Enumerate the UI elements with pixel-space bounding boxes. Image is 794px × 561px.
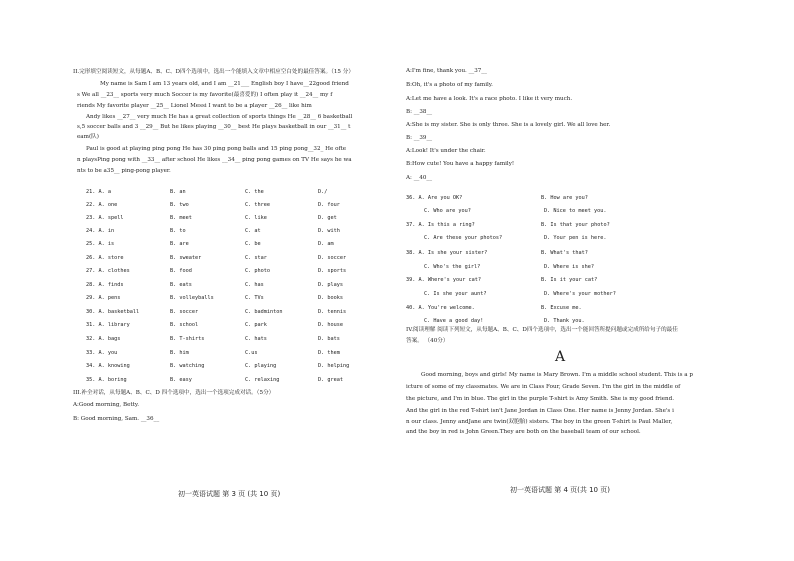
dialog-line: A:Look! It's under the chair. xyxy=(406,148,486,154)
option-row: 35. A. boring xyxy=(86,377,127,383)
option-row: 22. A. one xyxy=(86,202,118,208)
option-b: B. him xyxy=(170,350,189,356)
option-row: 21. A. a xyxy=(86,189,111,195)
dialog-option-c: C. Are these your photos? xyxy=(424,235,503,241)
passage-line: And the girl in the red T-shirt isn't Jane Jordan in Class One. Her name is Jenny Jordan. She's i xyxy=(406,408,674,414)
dialog-option-d: D. Where is she? xyxy=(544,264,594,270)
dialog-option-d: D. Where's your mother? xyxy=(544,291,616,297)
option-c: C. has xyxy=(245,282,264,288)
dialog-option-c: C. Who's the girl? xyxy=(424,264,481,270)
option-c: C. star xyxy=(245,255,267,261)
passage-line: and the boy in red is John Green.They are both on the baseball team of our school. xyxy=(406,429,641,435)
option-row: 31. A. library xyxy=(86,322,130,328)
option-b: B. T-shirts xyxy=(170,336,205,342)
option-b: B. to xyxy=(170,228,186,234)
option-row: 25. A. is xyxy=(86,241,115,247)
option-d: D. house xyxy=(318,322,343,328)
option-d: D. great xyxy=(318,377,343,383)
dialog-line: A:Good morning, Betty. xyxy=(73,402,140,408)
option-d: D. am xyxy=(318,241,334,247)
option-b: B. an xyxy=(170,189,186,195)
dialog-line: B:How cute! You have a happy family! xyxy=(406,161,515,167)
passage-line: the picture, and I'm in blue. The girl in the purple T-shirt is Amy Smith. She is my good friend. xyxy=(406,396,675,402)
option-d: D. books xyxy=(318,295,343,301)
dialog-line: A:Let me have a look. It's a race photo. I like it very much. xyxy=(406,96,573,102)
option-b: B. school xyxy=(170,322,199,328)
option-d: D. them xyxy=(318,350,340,356)
passage-line: riends My favorite player __25__ Lionel Messi I want to be a player __26__ like him xyxy=(77,103,312,109)
option-d: D. four xyxy=(318,202,340,208)
option-d: D. tennis xyxy=(318,309,347,315)
dialog-option-b: B. Is it your cat? xyxy=(541,277,598,283)
dialog-option-d: D. Your pen is here. xyxy=(544,235,607,241)
section2-title: II.完形填空阅读短文，从每题A、B、C、D四个选项中，选出一个能填入文章中相应空白处的最佳答案。（15 分） xyxy=(73,69,354,75)
section3-title: III.补全对话，从每题A、B、C、D 四个选项中，选出一个选项完成对话。（5分） xyxy=(73,390,275,396)
dialog-line: B:Oh, it's a photo of my family. xyxy=(406,82,493,88)
option-c: C.us xyxy=(245,350,258,356)
dialog-line: B: Good morning, Sam. __36__ xyxy=(73,416,160,422)
passage-line: eam(队) xyxy=(77,134,99,140)
option-b: B. food xyxy=(170,268,192,274)
option-row: 27. A. clothes xyxy=(86,268,130,274)
passage-line: s We all __23__ sports very much Soccer is my favorite(最喜爱的) I often play it __24__ my f xyxy=(77,92,333,98)
option-c: C. playing xyxy=(245,363,277,369)
option-b: B. volleyballs xyxy=(170,295,214,301)
passage-line: n playsPing pong with __33__ after school He likes __34__ ping pong games on TV He says he wa xyxy=(77,157,352,163)
option-c: C. TVs xyxy=(245,295,264,301)
option-c: C. like xyxy=(245,215,267,221)
option-c: C. the xyxy=(245,189,264,195)
dialog-option-c: C. Is she your aunt? xyxy=(424,291,487,297)
option-row: 33. A. you xyxy=(86,350,118,356)
option-row: 29. A. pens xyxy=(86,295,121,301)
option-row: 30. A. basketball xyxy=(86,309,140,315)
passage-heading: A xyxy=(555,349,566,365)
section4-title-cont: 答案。 （40分） xyxy=(406,338,449,344)
option-b: B. meet xyxy=(170,215,192,221)
dialog-line: A:She is my sister. She is only three. She is a lovely girl. We all love her. xyxy=(406,122,611,128)
option-c: C. at xyxy=(245,228,261,234)
dialog-line: A: __40__ xyxy=(406,175,433,181)
option-row: 28. A. finds xyxy=(86,282,124,288)
option-row: 24. A. in xyxy=(86,228,115,234)
option-b: B. two xyxy=(170,202,189,208)
option-c: C. badminton xyxy=(245,309,283,315)
option-c: C. hats xyxy=(245,336,267,342)
section4-title: IV.阅读理解 阅读下列短文，从每题A、B、C、D四个选项中，选出一个能回答所提问题或完成所给句子的最佳 xyxy=(406,327,678,333)
option-c: C. three xyxy=(245,202,270,208)
option-row: 34. A. knowing xyxy=(86,363,130,369)
option-d: D./ xyxy=(318,189,328,195)
option-b: B. easy xyxy=(170,377,192,383)
option-b: B. soccer xyxy=(170,309,199,315)
option-row: 23. A. spell xyxy=(86,215,124,221)
passage-line: Andy likes __27__ very much He has a great collection of sports things He __28__ 6 basketball xyxy=(86,114,353,120)
dialog-option-d: D. Nice to meet you. xyxy=(544,208,607,214)
option-d: D. with xyxy=(318,228,340,234)
dialog-option-b: B. How are you? xyxy=(541,195,588,201)
option-b: B. eats xyxy=(170,282,192,288)
option-d: D. sports xyxy=(318,268,347,274)
page-footer: 初一英语试题 第 4 页(共 10 页) xyxy=(510,486,610,494)
passage-line: icture of some of my classmates. We are in Class Four, Grade Seven. I'm the girl in the middle of xyxy=(406,384,681,390)
dialog-line: A:I'm fine, thank you. __37__ xyxy=(406,68,487,74)
option-d: D. helping xyxy=(318,363,350,369)
option-d: D. plays xyxy=(318,282,343,288)
dialog-option-row: 36. A. Are you OK? xyxy=(406,195,463,201)
dialog-option-row: 38. A. Is she your sister? xyxy=(406,250,488,256)
option-d: D. get xyxy=(318,215,337,221)
option-row: 26. A. store xyxy=(86,255,124,261)
option-c: C. park xyxy=(245,322,267,328)
passage-line: n our class. Jenny andJane are twin(双胞胎) sisters. The boy in the green T-shirt is Paul Maller, xyxy=(406,419,673,425)
passage-line: nts to be a35__ ping-pong player. xyxy=(77,168,171,174)
page-footer: 初一英语试题 第 3 页 (共 10 页) xyxy=(178,490,281,498)
dialog-option-b: B. Is that your photo? xyxy=(541,222,610,228)
option-c: C. photo xyxy=(245,268,270,274)
option-d: D. soccer xyxy=(318,255,347,261)
dialog-line: B: __39__ xyxy=(406,135,433,141)
dialog-option-row: 39. A. Where's your cat? xyxy=(406,277,481,283)
option-c: C. relaxing xyxy=(245,377,280,383)
option-c: C. be xyxy=(245,241,261,247)
passage-line: My name is Sam I am 13 years old, and I am __21___ English boy I have__22good friend xyxy=(100,81,349,87)
passage-line: Paul is good at playing ping pong He has 30 ping pong balls and 15 ping pong__32_ He ofte xyxy=(86,146,347,152)
option-b: B. watching xyxy=(170,363,205,369)
right-page xyxy=(397,0,794,561)
dialog-option-row: 37. A. Is this a ring? xyxy=(406,222,475,228)
dialog-option-c: C. Who are you? xyxy=(424,208,471,214)
dialog-option-b: B. What's that? xyxy=(541,250,588,256)
option-b: B. are xyxy=(170,241,189,247)
dialog-option-d: D. Thank you. xyxy=(544,318,585,324)
option-b: B. sweater xyxy=(170,255,202,261)
option-row: 32. A. bags xyxy=(86,336,121,342)
dialog-option-c: C. Have a good day! xyxy=(424,318,484,324)
option-d: D. bats xyxy=(318,336,340,342)
passage-line: s,5 soccer balls and 3 __29__ But he likes playing __30__ best He plays basketball in our __31__ t xyxy=(77,124,351,130)
dialog-line: B: __38__ xyxy=(406,109,433,115)
dialog-option-row: 40. A. You're welcome. xyxy=(406,305,475,311)
dialog-option-b: B. Excuse me. xyxy=(541,305,582,311)
passage-line: Good morning, boys and girls! My name is Mary Brown. I'm a middle school student. This is a p xyxy=(421,372,693,378)
